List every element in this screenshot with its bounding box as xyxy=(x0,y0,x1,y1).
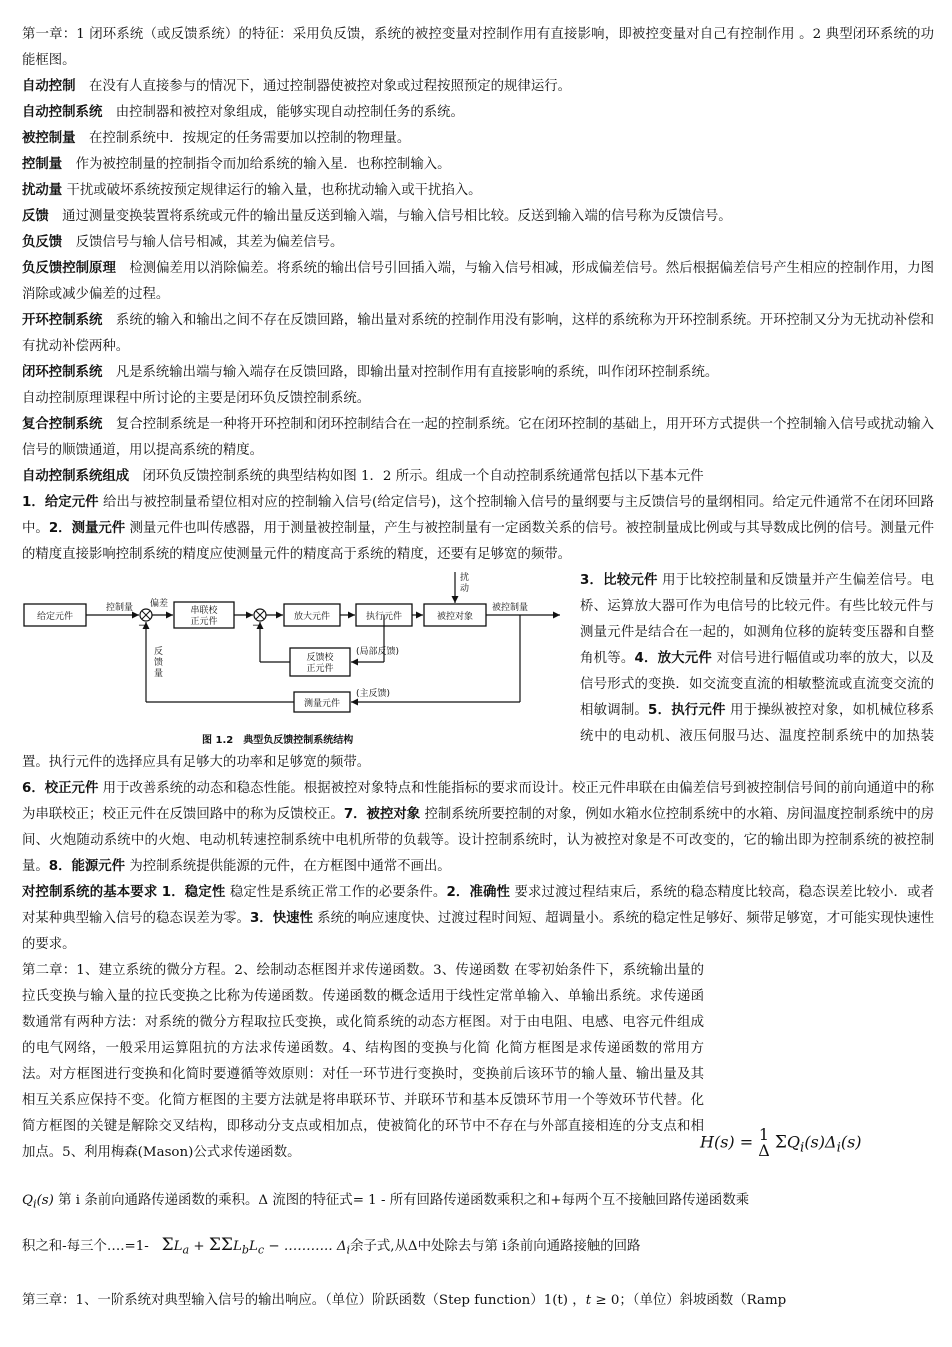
req-text: 稳定性是系统正常工作的必要条件。 xyxy=(229,885,447,900)
def-term: 开环控制系统 xyxy=(22,313,103,328)
mason-text: 余子式,从Δ中处除去与第 i条前向通路接触的回路 xyxy=(350,1239,641,1254)
ch3-text: ；（单位）斜坡函数（Ramp xyxy=(619,1293,787,1308)
block-given-label: 给定元件 xyxy=(36,612,74,622)
mason-formula: H(s) = 1 Δ $\Sigma Q_i(s)\Delta_i(s)$ xyxy=(700,1125,862,1160)
element-text: 为控制系统提供能源的元件，在方框图中通常不画出。 xyxy=(129,859,451,874)
def-term: 自动控制系统组成 xyxy=(22,469,130,484)
composite-control xyxy=(22,412,934,464)
svg-text:被控制量: 被控制量 xyxy=(492,603,529,613)
req-text: 要求过渡过程结束后，系统的稳态精度比较高，稳态误差比较小．或者对某种典型输入信号的稳态误差为零。 xyxy=(22,885,934,926)
svg-text:−: − xyxy=(138,621,146,631)
svg-text:−: − xyxy=(252,621,260,631)
def-text: 在控制系统中．按规定的任务需要加以控制的物理量。 xyxy=(88,131,411,146)
def-term: 被控制量 xyxy=(22,131,76,146)
element-term: 7．被控对象 xyxy=(343,807,421,822)
elements-paragraph-2 xyxy=(22,776,934,880)
svg-text:动: 动 xyxy=(460,584,470,594)
svg-text:正元件: 正元件 xyxy=(306,664,334,674)
svg-text:测量元件: 测量元件 xyxy=(303,699,341,709)
figure-wrap xyxy=(22,568,934,776)
element-text: 用于改善系统的动态和稳态性能。根据被控对象特点和性能指标的要求而设计。校正元件串联在由偏差信号到被控制信号间的前向通道中的称为串联校正；校正元件在反馈回路中的称为反馈校正。 xyxy=(22,781,934,822)
element-term: 5．执行元件 xyxy=(648,703,726,718)
svg-text:反馈校: 反馈校 xyxy=(306,653,334,663)
svg-text:(主反馈): (主反馈) xyxy=(356,689,391,699)
elements-paragraph xyxy=(22,490,934,568)
def-term: 自动控制 xyxy=(22,79,76,94)
chapter3-paragraph: 第三章：1、一阶系统对典型输入信号的输出响应。（单位）阶跃函数（Step function）1(t) ，t ≥ 0；（单位）斜坡函数（Ramp xyxy=(22,1293,787,1308)
svg-text:扰: 扰 xyxy=(460,573,470,583)
mason-text: 第 i 条前向通路传递函数的乘积。Δ 流图的特征式= 1 - 所有回路传递函数乘积之和+每两个互不接触回路传递函数乘 xyxy=(58,1193,750,1208)
def-text: 系统的输入和输出之间不存在反馈回路，输出量对系统的控制作用没有影响，这样的系统称为开环控制系统。开环控制又分为无扰动补偿和有扰动补偿两种。 xyxy=(22,313,935,354)
def-text: 闭环负反馈控制系统的典型结构如图 1．2 所示。组成一个自动控制系统通常包括以下基本元件 xyxy=(142,469,704,484)
def-row xyxy=(22,360,934,386)
svg-text:执行元件: 执行元件 xyxy=(365,612,403,622)
mason-text: 积之和-每三个….=1- xyxy=(22,1239,149,1254)
req-term: 2．准确性 xyxy=(446,885,511,900)
def-text: 干扰或破坏系统按预定规律运行的输入量，也称扰动输入或干扰掐入。 xyxy=(66,183,482,198)
element-term: 4．放大元件 xyxy=(634,651,713,666)
def-row xyxy=(22,308,934,360)
svg-text:被控对象: 被控对象 xyxy=(436,612,474,622)
def-row xyxy=(22,230,934,256)
def-term: 控制量 xyxy=(22,157,63,172)
system-composition xyxy=(22,464,934,490)
def-row xyxy=(22,74,934,100)
requirements-paragraph xyxy=(22,880,934,958)
chapter1-intro: 第一章：1 闭环系统（或反馈系统）的特征：采用负反馈，系统的被控变量对控制作用有直接影响，即被控变量对自己有控制作用 。2 典型闭环系统的功能框图。 xyxy=(22,27,934,68)
def-row xyxy=(22,178,934,204)
svg-text:偏差: 偏差 xyxy=(150,599,169,609)
mason-line-2: 积之和-每三个….=1- $\Sigma L_a + \Sigma\Sigma L_bL_c$ − ……….. $\Delta_i$余子式,从Δ中处除去与第 i条前向通路接触的回路 xyxy=(22,1235,641,1257)
chapter2-paragraph: 第二章：1、建立系统的微分方程。2、绘制动态框图并求传递函数。3、传递函数 在零初始条件下，系统输出量的拉氏变换与输入量的拉氏变换之比称为传递函数。传递函数的概念适用于线性定常单输入、单输出系统。求传递函数通常有两种方法：对系统的微分方程取拉氏变换，或化简系统的动态方框图。对于由电阻、电感、电容元件组成的电气网络，一般采用运算阻抗的方法求传递函数。4、结构图的变换与化简 化简方框图是求传递函数的常用方法。对方框图进行变换和化简时要遵循等效原则：对任一环节进行变换时，变换前后该环节的输人量、输出量及其相互关系应保持不变。化简方框图的主要方法就是将串联环节、并联环节和基本反馈环节用一个等效环节代替。化简方框图的关键是解除交叉结构，即移动分支点或相加点，使被简化的环节中不存在与外部直接相连的分支点和相加点。5、利用梅森(Mason)公式求传递函数。 xyxy=(22,963,704,1160)
def-text: 复合控制系统是一种将开环控制和闭环控制结合在一起的控制系统。它在闭环控制的基础上，用开环方式提供一个控制输入信号或扰动输入信号的顺馈通道，用以提高系统的精度。 xyxy=(22,417,935,458)
def-text: 反馈信号与输人信号相减，其差为偏差信号。 xyxy=(75,235,344,250)
req-text: 系统的响应速度快、过渡过程时间短、超调量小。系统的稳定性足够好、频带足够宽，才可能实现快速性的要求。 xyxy=(22,911,935,952)
element-text: 测量元件也叫传感器，用于测量被控制量，产生与被控制量有一定函数关系的信号。被控制量成比例或与其导数成比例的信号。测量元件的精度直接影响控制系统的精度应使测量元件的精度高于系统的精度，还要有足够宽的频带。 xyxy=(22,521,935,562)
svg-text:量: 量 xyxy=(154,669,164,679)
req-heading: 对控制系统的基本要求 xyxy=(22,885,158,900)
def-term: 反馈 xyxy=(22,209,49,224)
element-term: 8．能源元件 xyxy=(48,859,126,874)
def-term: 自动控制系统 xyxy=(22,105,103,120)
def-term: 负反馈控制原理 xyxy=(22,261,116,276)
document-body xyxy=(22,22,934,1166)
element-text: 用于比较控制量和反馈量并产生偏差信号。电桥、运算放大器可作为电信号的比较元件。有些比较元件与测量元件是结合在一起的，如测角位移的旋转变压器和自整角机等。 xyxy=(580,573,934,666)
note-closed-loop: 自动控制原理课程中所讨论的主要是闭环负反馈控制系统。 xyxy=(22,391,371,406)
control-system-diagram xyxy=(22,568,566,748)
element-text: 对信号进行幅值或功率的放大，以及信号形式的变换．如交流变直流的相敏整流或直流变交流的相敏调制。 xyxy=(580,651,935,718)
element-text: 控制系统所要控制的对象，例如水箱水位控制系统中的水箱、房间温度控制系统中的房间、火炮随动系统中的火炮、电动机转速控制系统中电机所带的负载等。设计控制系统时，认为被控对象是不可改变的，它的输出即为控制系统的被控制量。 xyxy=(22,807,934,874)
def-text: 通过测量变换装置将系统或元件的输出量反送到输入端，与输入信号相比较。反送到输入端的信号称为反馈信号。 xyxy=(62,209,732,224)
svg-text:正元件: 正元件 xyxy=(190,617,218,627)
figure-caption: 图 1.2 典型负反馈控制系统结构 xyxy=(202,735,354,746)
def-term: 闭环控制系统 xyxy=(22,365,103,380)
element-term: 1．给定元件 xyxy=(22,495,99,510)
element-term: 3．比较元件 xyxy=(580,573,658,588)
block-diagram xyxy=(22,568,566,748)
def-row xyxy=(22,100,934,126)
svg-text:放大元件: 放大元件 xyxy=(293,612,331,622)
def-text: 检测偏差用以消除偏差。将系统的输出信号引回插入端，与输入信号相减，形成偏差信号。然后根据偏差信号产生相应的控制作用，力图消除或减少偏差的过程。 xyxy=(22,261,935,302)
req-term: 1．稳定性 xyxy=(161,885,226,900)
mason-line-1: $Q_i(s)$ 第 i 条前向通路传递函数的乘积。Δ 流图的特征式= 1 - 所有回路传递函数乘积之和+每两个互不接触回路传递函数乘 xyxy=(22,1193,750,1211)
def-text: 凡是系统输出端与输入端存在反馈回路，即输出量对控制作用有直接影响的系统，叫作闭环控制系统。 xyxy=(115,365,719,380)
def-text: 作为被控制量的控制指令而加给系统的输入星．也称控制输入。 xyxy=(75,157,451,172)
element-term: 6．校正元件 xyxy=(22,781,99,796)
def-row xyxy=(22,204,934,230)
element-text: 给出与被控制量希望位相对应的控制输入信号(给定信号)，这个控制输入信号的量纲要与主反馈信号的量纲相同。给定元件通常不在闭环回路中。 xyxy=(22,495,934,536)
svg-text:(局部反馈): (局部反馈) xyxy=(356,647,400,657)
svg-text:串联校: 串联校 xyxy=(190,606,218,616)
def-text: 在没有人直接参与的情况下，通过控制器使被控对象或过程按照预定的规律运行。 xyxy=(88,79,572,94)
def-row xyxy=(22,256,934,308)
def-term: 负反馈 xyxy=(22,235,63,250)
def-row xyxy=(22,152,934,178)
def-text: 由控制器和被控对象组成，能够实现自动控制任务的系统。 xyxy=(115,105,464,120)
svg-text:馈: 馈 xyxy=(154,658,164,668)
def-term: 复合控制系统 xyxy=(22,417,103,432)
element-text: 用于操纵被控对象，如机械位移系统中的电动机、液压伺服马达、温度控制系统中的加热装置。执行元件的选择应具有足够大的功率和足够宽的频带。 xyxy=(22,703,935,770)
element-term: 2．测量元件 xyxy=(48,521,126,536)
svg-text:控制量: 控制量 xyxy=(106,603,134,613)
ch3-text: 第三章：1、一阶系统对典型输入信号的输出响应。（单位）阶跃函数（Step function） xyxy=(22,1293,544,1308)
def-term: 扰动量 xyxy=(22,183,63,198)
def-row xyxy=(22,126,934,152)
svg-text:反: 反 xyxy=(154,647,164,657)
req-term: 3．快速性 xyxy=(249,911,313,926)
